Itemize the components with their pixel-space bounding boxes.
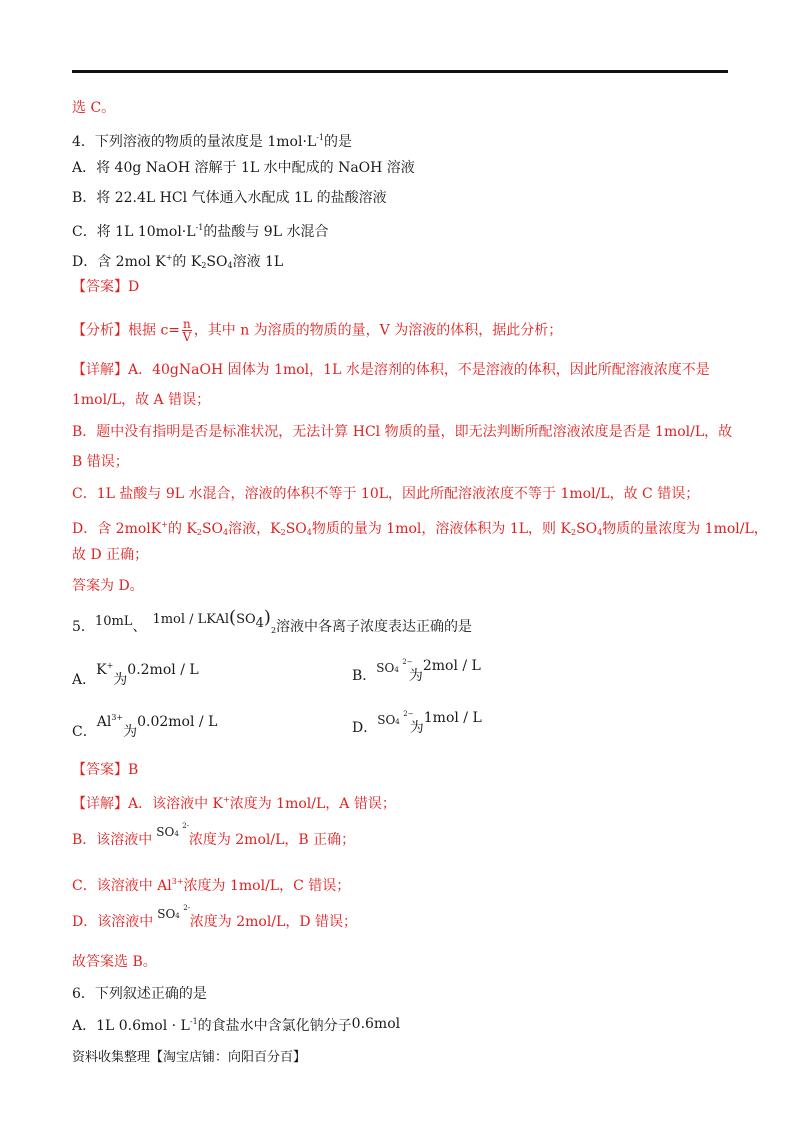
question-4-stem: 4．下列溶液的物质的量浓度是 $1mol\cdot L^{-1}$的是 xyxy=(72,133,352,150)
question-4-detail-1: 【详解】A．40gNaOH 固体为 1mol，1L 水是溶剂的体积，不是溶液的体积，因此所配溶液浓度不是 xyxy=(72,362,710,378)
question-4-option-a: A．将 40g NaOH 溶解于 1L 水中配成的 NaOH 溶液 xyxy=(72,160,415,176)
question-5-stem: 5．10mL、 $1mol / LKAl(SO_4)_2$溶液中各离子浓度表达正确的是 xyxy=(72,607,473,635)
question-4-detail-3: B．题中没有指明是否是标准状况，无法计算 HCl 物质的量，即无法判断所配溶液浓度是否是 1mol/L，故 xyxy=(72,424,733,440)
question-5-option-c: C．$Al^{3+}$为0.02mol / L xyxy=(72,713,218,740)
question-4-detail-4: B 错误； xyxy=(72,454,129,470)
question-4-detail-2: 1mol/L，故 A 错误； xyxy=(72,392,211,408)
question-4-detail-7: 故 D 正确； xyxy=(72,547,149,563)
header-divider xyxy=(72,70,728,73)
footer-source: 资料收集整理【淘宝店铺：向阳百分百】 xyxy=(72,1050,307,1065)
question-5-detail-3: C．该溶液中 $Al^{3+}$浓度为 1mol/L，C 错误； xyxy=(72,877,351,894)
question-5-detail-4: D．该溶液中 SO4 2- 浓度为 2mol/L，D 错误； xyxy=(72,904,357,930)
question-6-option-a: A．1L $0.6mol \cdot L^{-1}$的食盐水中含氯化钠分子0.6mol xyxy=(72,1016,401,1034)
question-4-answer: 【答案】D xyxy=(72,279,140,295)
question-4-option-d: D．含 2mol K+的 $K_2SO_4$溶液 1L xyxy=(72,253,284,270)
question-5-final: 故答案选 B。 xyxy=(72,954,157,970)
question-4-option-b: B．将 22.4L HCl 气体通入水配成 1L 的盐酸溶液 xyxy=(72,190,387,206)
question-6-stem: 6．下列叙述正确的是 xyxy=(72,986,207,1002)
question-4-detail-6: D．含 2molK+的 $K_2SO_4$溶液，$K_2SO_4$物质的量为 1mol，溶液体积为 1L，则 $K_2SO_4$物质的量浓度为 1mol/L， xyxy=(72,520,768,537)
question-5-answer: 【答案】B xyxy=(72,762,139,778)
question-4-final: 答案为 D。 xyxy=(72,578,144,594)
question-5-detail-1: 【详解】A．该溶液中 K+浓度为 1mol/L，A 错误； xyxy=(72,795,396,812)
question-5-option-b: B．SO4 2− 为2mol / L xyxy=(352,658,481,684)
question-4-detail-5: C．1L 盐酸与 9L 水混合，溶液的体积不等于 10L，因此所配溶液浓度不等于 1mol/L，故 C 错误； xyxy=(72,486,700,502)
previous-answer: 选 C。 xyxy=(72,100,116,116)
question-4-option-c: C．将 1L $10mol\cdot L^{-1}$的盐酸与 9L 水混合 xyxy=(72,223,329,240)
fraction-n-over-v: $\frac{n}{V}$ xyxy=(182,317,192,344)
question-5-option-d: D．SO4 2− 为1mol / L xyxy=(352,710,482,736)
question-5-detail-2: B．该溶液中 SO4 2- 浓度为 2mol/L，B 正确； xyxy=(72,822,356,848)
question-5-option-a: A．K+为0.2mol / L xyxy=(72,661,199,688)
question-4-analysis: 【分析】根据 c= $\frac{n}{V}$ ，其中 n 为溶质的物质的量，V 为溶液的体积，据此分析； xyxy=(72,317,563,344)
